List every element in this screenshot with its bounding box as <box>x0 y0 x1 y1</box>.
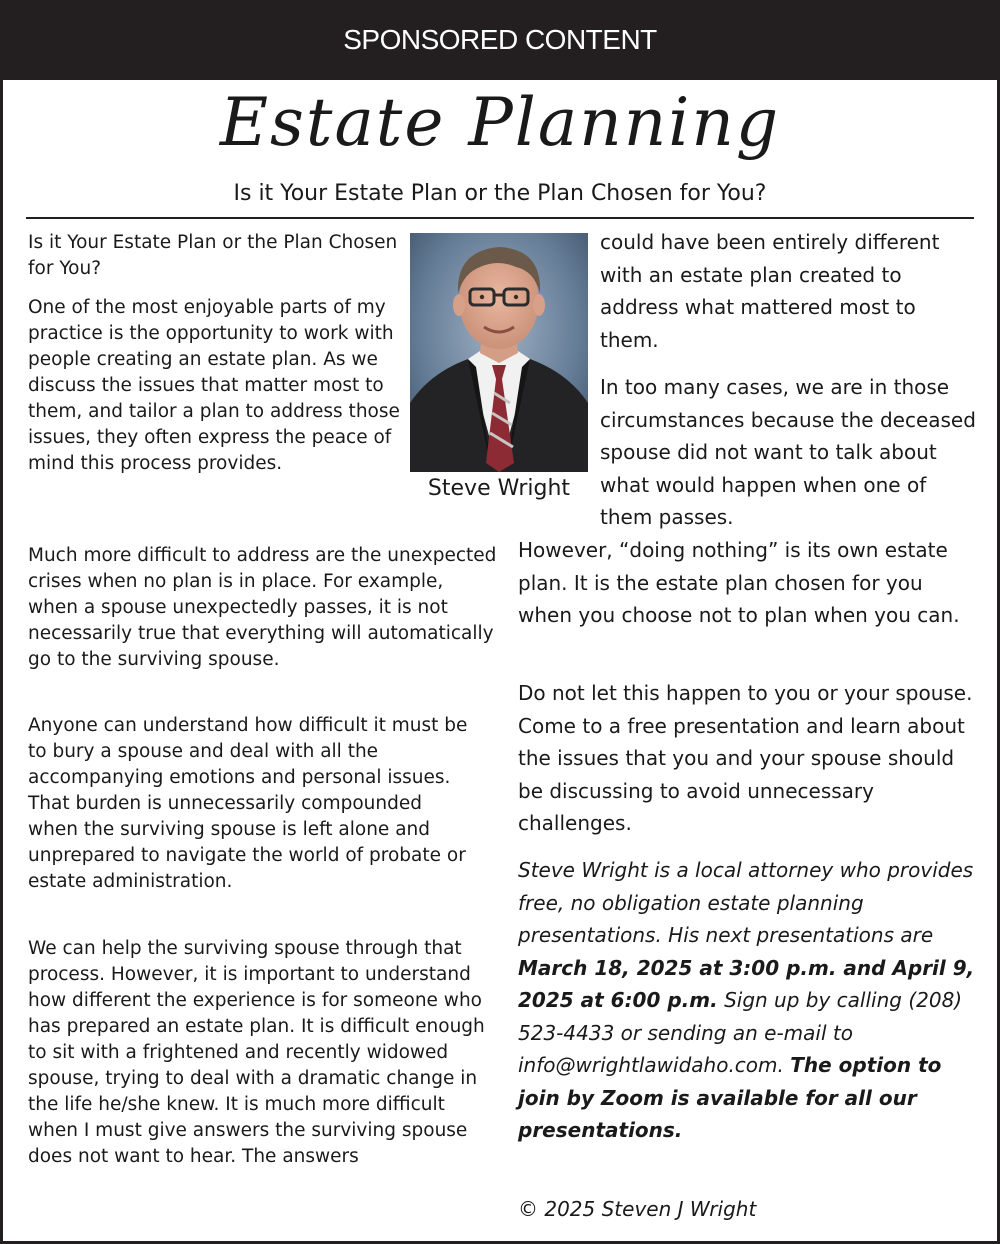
author-bio <box>518 854 983 1147</box>
page-subtitle: Is it Your Estate Plan or the Plan Chosen for You? <box>233 181 767 206</box>
left-paragraph-2: One of the most enjoyable parts of my practice is the opportunity to work with people creating an estate plan. As we discuss the issues that matter most to them, and tailor a plan to address those issues, they often express the peace of mind this process provides. <box>28 297 400 474</box>
page-title: Estate Planning <box>219 84 781 161</box>
photo-caption: Steve Wright <box>427 476 571 501</box>
right-paragraph-1: could have been entirely different with an estate plan created to address what mattered most to them. <box>600 230 940 352</box>
left-paragraph-1: Is it Your Estate Plan or the Plan Chosen for You? <box>28 232 398 279</box>
right-paragraph-4: Do not let this happen to you or your spouse. Come to a free presentation and learn about the issues that you and your spouse should be discussing to avoid unnecessary challenges. <box>518 681 973 835</box>
bio-zoom: The option to join by Zoom is available for all our presentations. <box>518 1053 942 1142</box>
right-paragraph-3: However, “doing nothing” is its own estate plan. It is the estate plan chosen for you when you choose not to plan when you can. <box>518 538 960 627</box>
left-paragraph-3: Much more difficult to address are the unexpected crises when no plan is in place. For example, when a spouse unexpectedly passes, it is not necessarily true that everything will automatically go to the surviving spouse. <box>28 545 497 670</box>
bio-text-2: Sign up by calling (208) 523-4433 or sending an e-mail to info@wrightlawidaho.com. <box>518 988 963 1077</box>
divider-rule <box>26 217 974 219</box>
left-paragraph-5: We can help the surviving spouse through that process. However, it is important to understand how different the experience is for someone who has prepared an estate plan. It is difficult enough to sit with a frightened and recently widowed spouse, trying to deal with a dramatic change in the life he/she knew. It is much more difficult when I must give answers the surviving spouse does not want to hear. The answers <box>28 938 485 1167</box>
bio-text-1: Steve Wright is a local attorney who provides free, no obligation estate planning presentations. His next presentations are <box>518 858 974 947</box>
copyright: © 2025 Steven J Wright <box>518 1197 757 1221</box>
right-paragraph-2: In too many cases, we are in those circumstances because the deceased spouse did not want to talk about what would happen when one of them passes. <box>600 375 976 529</box>
bio-dates: March 18, 2025 at 3:00 p.m. and April 9, 2025 at 6:00 p.m. <box>518 955 975 1012</box>
sponsored-banner: SPONSORED CONTENT <box>0 0 1000 80</box>
left-paragraph-4: Anyone can understand how difficult it must be to bury a spouse and deal with all the accompanying emotions and personal issues. That burden is unnecessarily compounded when the surviving spouse is left alone and unprepared to navigate the world of probate or estate administration. <box>28 715 468 892</box>
author-photo <box>410 233 588 472</box>
